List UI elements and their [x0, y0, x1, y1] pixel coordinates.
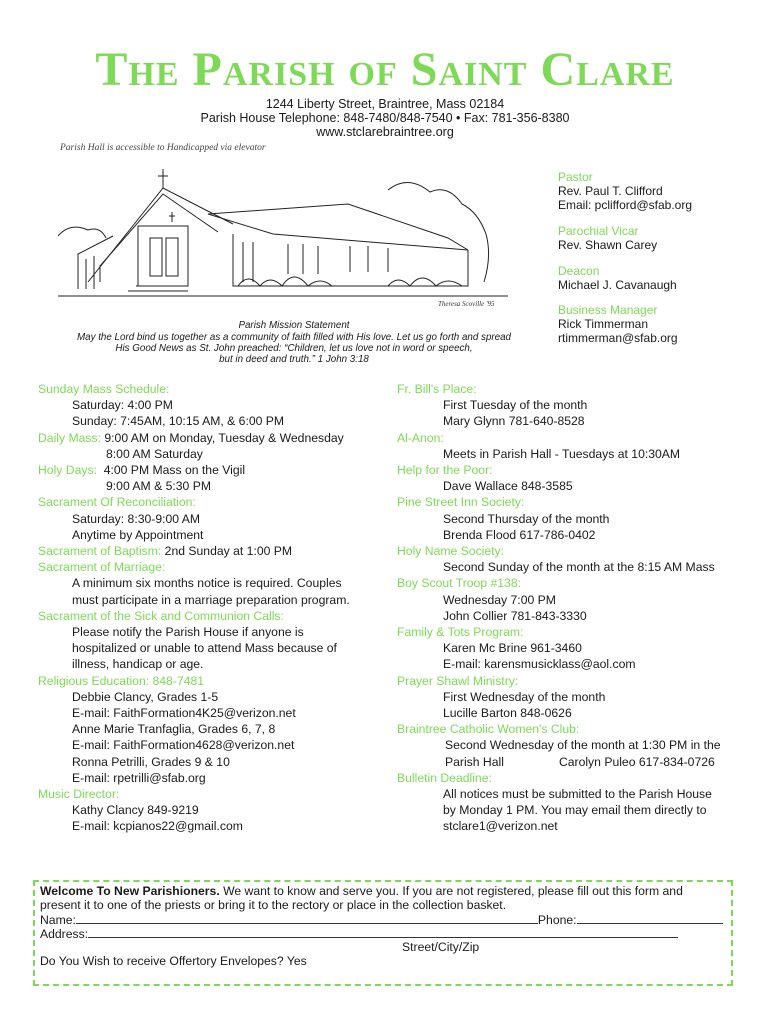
- religious-ed-email[interactable]: E-mail: FaithFormation4628@verizon.net: [72, 738, 295, 753]
- phone-label: Phone:: [537, 913, 577, 927]
- sick-calls-line: hospitalized or unable to attend Mass because of: [72, 641, 337, 656]
- religious-ed-email[interactable]: E-mail: FaithFormation4K25@verizon.net: [72, 706, 296, 721]
- baptism-row: [38, 543, 378, 559]
- staff-role: Pastor: [558, 170, 593, 184]
- reconciliation-line: Anytime by Appointment: [72, 527, 204, 542]
- mission-heading: Parish Mission Statement: [238, 320, 350, 331]
- mission-line: May the Lord bind us together as a community of faith filled with His love. Let us go forth and spread: [76, 332, 512, 343]
- staff-name: Rick Timmerman: [558, 317, 649, 331]
- womens-club-line: Second Wednesday of the month at 1:30 PM in the: [445, 738, 721, 753]
- staff-vicar: [558, 224, 657, 252]
- music-director-line: Kathy Clancy 849-9219: [72, 803, 199, 818]
- right-column: [397, 381, 747, 835]
- religious-ed-line: Anne Marie Tranfaglia, Grades 6, 7, 8: [72, 722, 276, 737]
- artist-signature: Theresa Scoville '95: [438, 300, 495, 308]
- help-poor-label: Help for the Poor:: [397, 463, 493, 478]
- reconciliation-line: Saturday: 8:30-9:00 AM: [72, 511, 201, 526]
- welcome-line: [40, 884, 683, 899]
- family-tots-line: Karen Mc Brine 961-3460: [443, 641, 582, 656]
- boy-scout-label: Boy Scout Troop #138:: [397, 576, 521, 591]
- pine-street-line: Brenda Flood 617-786-0402: [443, 527, 596, 542]
- staff-role: Deacon: [558, 264, 600, 278]
- womens-club-row: [397, 754, 747, 770]
- staff-name: Rev. Shawn Carey: [558, 238, 658, 252]
- marriage-line: A minimum six months notice is required. Couples: [72, 576, 342, 591]
- sick-calls-line: Please notify the Parish House if anyone is: [72, 625, 304, 640]
- help-poor-line: Dave Wallace 848-3585: [443, 479, 573, 494]
- prayer-shawl-line: Lucille Barton 848-0626: [443, 706, 572, 721]
- phone-field[interactable]: [577, 912, 723, 924]
- fr-bills-place-line: First Tuesday of the month: [443, 398, 588, 413]
- baptism-label: Sacrament of Baptism:: [38, 544, 162, 559]
- holy-days-label: Holy Days:: [38, 463, 97, 478]
- pine-street-label: Pine Street Inn Society:: [397, 495, 525, 510]
- staff-role: Business Manager: [558, 303, 658, 317]
- prayer-shawl-label: Prayer Shawl Ministry:: [397, 673, 519, 688]
- sunday-mass-line: Saturday: 4:00 PM: [72, 398, 173, 413]
- bulletin-deadline-email[interactable]: stclare1@verizon.net: [443, 819, 558, 834]
- staff-deacon: [558, 264, 677, 292]
- welcome-text: We want to know and serve you. If you are not registered, please fill out this form and: [219, 884, 683, 898]
- religious-ed-label: Religious Education: 848-7481: [38, 673, 205, 688]
- marriage-label: Sacrament of Marriage:: [38, 560, 166, 575]
- boy-scout-line: Wednesday 7:00 PM: [443, 592, 556, 607]
- family-tots-email[interactable]: E-mail: karensmusicklass@aol.com: [443, 657, 636, 672]
- left-column: [38, 381, 378, 835]
- sick-calls-line: illness, handicap or age.: [72, 657, 204, 672]
- al-anon-line: Meets in Parish Hall - Tuesdays at 10:30AM: [443, 446, 681, 461]
- envelopes-question[interactable]: Do You Wish to receive Offertory Envelopes? Yes: [40, 954, 307, 968]
- baptism-text: 2nd Sunday at 1:00 PM: [164, 544, 293, 559]
- boy-scout-line: John Collier 781-843-3330: [443, 608, 587, 623]
- womens-club-contact: Carolyn Puleo 617-834-0726: [558, 754, 715, 769]
- sick-calls-label: Sacrament of the Sick and Communion Calls:: [38, 608, 284, 623]
- parish-address: 1244 Liberty Street, Braintree, Mass 02184: [265, 97, 505, 111]
- womens-club-location: Parish Hall: [445, 754, 504, 769]
- holy-days-line: 9:00 AM & 5:30 PM: [106, 479, 212, 494]
- daily-mass-line: 8:00 AM Saturday: [106, 446, 203, 461]
- staff-email[interactable]: Email: pclifford@sfab.org: [558, 198, 693, 212]
- staff-name: Michael J. Cavanaugh: [558, 278, 677, 292]
- fr-bills-place-label: Fr. Bill's Place:: [397, 382, 477, 396]
- sunday-mass-label: Sunday Mass Schedule:: [38, 382, 170, 396]
- staff-business-manager: [558, 303, 678, 345]
- bulletin-deadline-line: All notices must be submitted to the Parish House: [443, 787, 712, 802]
- staff-pastor: [558, 170, 692, 212]
- welcome-heading: Welcome To New Parishioners.: [40, 884, 220, 898]
- holy-days-text: 4:00 PM Mass on the Vigil: [103, 463, 246, 478]
- religious-ed-email[interactable]: E-mail: rpetrilli@sfab.org: [72, 770, 206, 785]
- church-illustration: [58, 164, 508, 312]
- address-label: Address:: [40, 927, 89, 941]
- womens-club-label: Braintree Catholic Women's Club:: [397, 722, 580, 737]
- address-row: [40, 926, 678, 942]
- fr-bills-place-line: Mary Glynn 781-640-8528: [443, 414, 585, 429]
- music-director-email[interactable]: E-mail: kcpianos22@gmail.com: [72, 819, 243, 834]
- address-field[interactable]: [88, 926, 678, 938]
- accessibility-note: Parish Hall is accessible to Handicapped via elevator: [60, 143, 266, 153]
- bulletin-deadline-label: Bulletin Deadline:: [397, 770, 492, 785]
- sunday-mass-line: Sunday: 7:45AM, 10:15 AM, & 6:00 PM: [72, 414, 285, 429]
- welcome-line-2: present it to one of the priests or bring it to the rectory or place in the collection basket.: [40, 898, 507, 912]
- address-hint: Street/City/Zip: [402, 940, 480, 954]
- religious-ed-line: Ronna Petrilli, Grades 9 & 10: [72, 754, 230, 769]
- bulletin-deadline-line: by Monday 1 PM. You may email them directly to: [443, 803, 707, 818]
- staff-name: Rev. Paul T. Clifford: [558, 184, 663, 198]
- holy-name-label: Holy Name Society:: [397, 544, 505, 559]
- mission-line: His Good News as St. John preached: “Children, let us love not in word or speech,: [115, 343, 473, 354]
- al-anon-label: Al-Anon:: [397, 430, 444, 445]
- reconciliation-label: Sacrament Of Reconciliation:: [38, 495, 196, 510]
- holy-days-row: [38, 462, 378, 478]
- prayer-shawl-line: First Wednesday of the month: [443, 689, 606, 704]
- parish-phone: Parish House Telephone: 848-7480/848-7540 • Fax: 781-356-8380: [200, 111, 570, 125]
- staff-email[interactable]: rtimmerman@sfab.org: [558, 331, 678, 345]
- daily-mass-row: [38, 430, 378, 446]
- page-title: The Parish of Saint Clare: [95, 43, 675, 96]
- religious-ed-line: Debbie Clancy, Grades 1-5: [72, 689, 219, 704]
- pine-street-line: Second Thursday of the month: [443, 511, 610, 526]
- parish-website[interactable]: www.stclarebraintree.org: [316, 125, 454, 139]
- holy-name-line: Second Sunday of the month at the 8:15 AM Mass: [443, 560, 715, 575]
- family-tots-label: Family & Tots Program:: [397, 625, 524, 640]
- name-field[interactable]: [76, 912, 538, 924]
- daily-mass-text: 9:00 AM on Monday, Tuesday & Wednesday: [104, 430, 344, 445]
- marriage-line: must participate in a marriage preparation program.: [72, 592, 350, 607]
- name-label: Name:: [40, 913, 76, 927]
- staff-role: Parochial Vicar: [558, 224, 639, 238]
- mission-line: but in deed and truth.” 1 John 3:18: [219, 354, 369, 365]
- music-director-label: Music Director:: [38, 787, 120, 802]
- daily-mass-label: Daily Mass:: [38, 430, 101, 445]
